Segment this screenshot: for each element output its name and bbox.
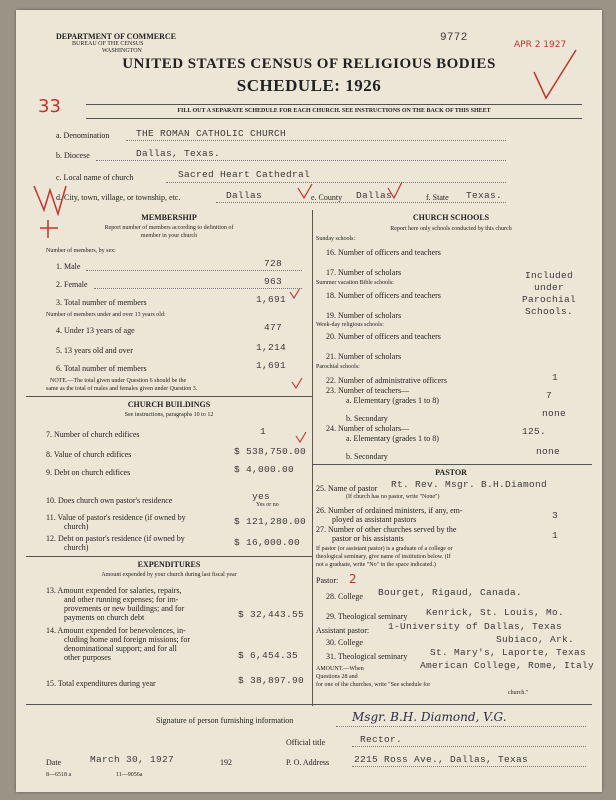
assistant-label: Assistant pastor: [316, 626, 370, 635]
q30-label: 30. College [326, 638, 363, 647]
q7-value: 1 [260, 426, 267, 437]
q2-label: 2. Female [56, 280, 88, 289]
form-number: 9772 [440, 32, 468, 44]
q22-label: 22. Number of administrative officers [326, 376, 447, 385]
q31-value: St. Mary's, Laporte, Texas [430, 647, 587, 658]
county-value: Dallas [356, 190, 393, 201]
q14-value: $ 6,454.35 [238, 650, 299, 661]
q24b-label: b. Secondary [346, 452, 388, 461]
state-label: f. State [426, 193, 449, 202]
included-line-3: Parochial [521, 294, 576, 305]
q1-label: 1. Male [56, 262, 81, 271]
included-line-2: under [533, 282, 564, 293]
q15-label: 15. Total expenditures during year [46, 679, 156, 688]
q11-value: $ 121,280.00 [234, 516, 307, 527]
schools-intro: Report here only schools conducted by this church [390, 226, 512, 232]
pastor-heading: PASTOR [435, 468, 467, 477]
q5-label: 5. 13 years old and over [56, 346, 133, 355]
by-sex-label: Number of members, by sex: [46, 248, 116, 254]
diocese-label: b. Diocese [56, 151, 90, 160]
q12-value: $ 16,000.00 [234, 537, 301, 548]
denomination-label: a. Denomination [56, 131, 110, 140]
membership-heading: MEMBERSHIP [141, 213, 197, 222]
q6-value: 1,691 [256, 360, 287, 371]
q23-label: 23. Number of teachers— [326, 386, 410, 395]
q17-label: 17. Number of scholars [326, 268, 402, 277]
q22-value: 1 [552, 372, 559, 383]
red-number: 33 [38, 96, 61, 117]
q4-label: 4. Under 13 years of age [56, 326, 135, 335]
form-code: 8—6518 a [46, 772, 72, 778]
q10-value: yes [252, 491, 271, 502]
q14-line-4: other purposes [64, 653, 111, 662]
q2-value: 963 [264, 276, 283, 287]
q8-label: 8. Value of church edifices [46, 450, 132, 459]
official-title-label: Official title [286, 738, 326, 747]
q13-line-4: payments on church debt [64, 613, 145, 622]
state-value: Texas. [466, 190, 503, 201]
q28-value: Bourget, Rigaud, Canada. [378, 587, 523, 598]
grad-line-2: theological seminary, give name of institution below. (If [316, 554, 451, 560]
q13-value: $ 32,443.55 [238, 609, 305, 620]
q13-line-2: and other running expenses; for im- [64, 595, 179, 604]
q12-label-2: church) [64, 543, 89, 552]
q26-label-2: ployed as assistant pastors [332, 515, 417, 524]
q9-label: 9. Debt on church edifices [46, 468, 131, 477]
bureau-label: BUREAU OF THE CENSUS [72, 41, 144, 47]
church-name-label: c. Local name of church [56, 173, 134, 182]
red-two: 2 [349, 572, 357, 586]
q25-hint: (If church has no pastor, write "None") [346, 494, 440, 500]
expenditures-intro: Amount expended by your church during last fiscal year [101, 572, 237, 578]
membership-intro-2: member in your church [140, 233, 198, 239]
q26-value: 3 [552, 510, 559, 521]
q13-line-1: 13. Amount expended for salaries, repairs, [46, 586, 182, 595]
q29-value: Kenrick, St. Louis, Mo. [426, 607, 565, 618]
q10-label: 10. Does church own pastor's residence [46, 496, 173, 505]
q31-value-2: American College, Rome, Italy [420, 660, 595, 671]
city-label: d. City, town, village, or township, etc. [56, 193, 181, 202]
date-label: Date [46, 758, 62, 767]
county-label: e. County [311, 193, 343, 202]
questions-note-3: church." [508, 690, 529, 696]
q3-value: 1,691 [256, 294, 287, 305]
q24b-value: none [536, 446, 561, 457]
signature-label: Signature of person furnishing information [156, 716, 294, 725]
q6-label: 6. Total number of members [56, 364, 147, 373]
census-schedule-document [16, 10, 602, 792]
document-title: UNITED STATES CENSUS OF RELIGIOUS BODIES [122, 56, 496, 72]
q3-label: 3. Total number of members [56, 298, 147, 307]
q12-label: 12. Debt on pastor's residence (if owned by [46, 534, 185, 543]
q9-value: $ 4,000.00 [234, 464, 295, 475]
date-year-suffix: 192 [220, 758, 232, 767]
instruction-line: FILL OUT A SEPARATE SCHEDULE FOR EACH CHURCH. SEE INSTRUCTIONS ON THE BACK OF THIS SHEET [177, 108, 491, 114]
washington-label: WASHINGTON [102, 48, 142, 54]
sunday-label: Sunday schools: [316, 236, 356, 242]
city-value: Dallas [226, 190, 263, 201]
q16-label: 16. Number of officers and teachers [326, 248, 441, 257]
church-name-value: Sacred Heart Cathedral [178, 169, 311, 180]
membership-note-1: NOTE.—The total given under Question 6 should be the [50, 378, 187, 384]
address-value: 2215 Ross Ave., Dallas, Texas [354, 754, 529, 765]
pastor-sublabel: Pastor: [316, 576, 339, 585]
parochial-label: Parochial schools: [316, 364, 360, 370]
denomination-value: THE ROMAN CATHOLIC CHURCH [136, 128, 287, 139]
included-line-4: Schools. [524, 306, 573, 317]
q13-line-3: provements or new buildings; and for [64, 604, 185, 613]
q15-value: $ 38,897.90 [238, 675, 305, 686]
diocese-value: Dallas, Texas. [136, 148, 221, 159]
buildings-sub: See instructions, paragraphs 10 to 12 [124, 412, 214, 418]
q8-value: $ 538,750.00 [234, 446, 307, 457]
q23a-value: 7 [546, 390, 553, 401]
date-value: March 30, 1927 [90, 754, 175, 765]
q25-label: 25. Name of pastor [316, 484, 378, 493]
received-stamp: APR 2 1927 [514, 40, 567, 50]
q25-value: Rt. Rev. Msgr. B.H.Diamond [391, 479, 548, 490]
q26-label-1: 26. Number of ordained ministers, if any, em- [316, 506, 463, 515]
membership-intro-1: Report number of members according to definition of [104, 225, 234, 231]
q5-value: 1,214 [256, 342, 287, 353]
q31-label: 31. Theological seminary [326, 652, 408, 661]
q11-label: 11. Value of pastor's residence (if owned by [46, 513, 186, 522]
schedule-title: SCHEDULE: 1926 [236, 76, 382, 95]
expenditures-heading: EXPENDITURES [137, 560, 201, 569]
age-heading: Number of members under and over 13 years old: [46, 312, 166, 318]
q29-label: 29. Theological seminary [326, 612, 408, 621]
included-note [514, 270, 584, 318]
amount-note: AMOUNT.—When [316, 666, 364, 672]
q30-value-2: Subiaco, Ark. [496, 634, 575, 645]
q14-line-2: cluding home and foreign missions; for [64, 635, 190, 644]
q30-value: 1-University of Dallas, Texas [388, 621, 563, 632]
q14-line-3: denominational support; and for all [64, 644, 177, 653]
q27-label-1: 27. Number of other churches served by the [316, 525, 457, 534]
q21-label: 21. Number of scholars [326, 352, 402, 361]
dept-label: DEPARTMENT OF COMMERCE [56, 32, 177, 41]
questions-note: Questions 28 and [316, 674, 358, 680]
q27-label-2: pastor or his assistants [332, 534, 404, 543]
membership-note-2: same as the total of males and females given under Question 3. [46, 386, 198, 392]
q10-hint: Yes or no [256, 502, 279, 508]
q7-label: 7. Number of church edifices [46, 430, 140, 439]
q14-line-1: 14. Amount expended for benevolences, in- [46, 626, 186, 635]
q4-value: 477 [264, 322, 283, 333]
q23b-label: b. Secondary [346, 414, 388, 423]
q28-label: 28. College [326, 592, 363, 601]
weekday-label: Week-day religious schools: [316, 322, 384, 328]
q18-label: 18. Number of officers and teachers [326, 291, 441, 300]
address-label: P. O. Address [286, 758, 330, 767]
signature-value: Msgr. B.H. Diamond, V.G. [352, 710, 507, 724]
q23a-label: a. Elementary (grades 1 to 8) [346, 396, 439, 405]
buildings-heading: CHURCH BUILDINGS [127, 400, 211, 409]
form-code-2: 11—9056a [116, 772, 143, 778]
included-line-1: Included [524, 270, 573, 281]
grad-line-1: If pastor (or assistant pastor) is a graduate of a college or [316, 546, 453, 552]
q24a-label: a. Elementary (grades 1 to 8) [346, 434, 439, 443]
q19-label: 19. Number of scholars [326, 311, 402, 320]
q24a-value: 125. [522, 426, 547, 437]
q24-label: 24. Number of scholars— [326, 424, 410, 433]
questions-note-2: for one of the churches, write "See schedule for [316, 682, 431, 688]
q27-value: 1 [552, 530, 559, 541]
q23b-value: none [542, 408, 567, 419]
summer-label: Summer vacation Bible schools: [316, 280, 394, 286]
grad-line-3: not a graduate, write "No" in the space indicated.) [316, 562, 436, 568]
q1-value: 728 [264, 258, 283, 269]
q11-label-2: church) [64, 522, 89, 531]
schools-heading: CHURCH SCHOOLS [412, 213, 490, 222]
official-title-value: Rector. [360, 734, 403, 745]
q20-label: 20. Number of officers and teachers [326, 332, 441, 341]
